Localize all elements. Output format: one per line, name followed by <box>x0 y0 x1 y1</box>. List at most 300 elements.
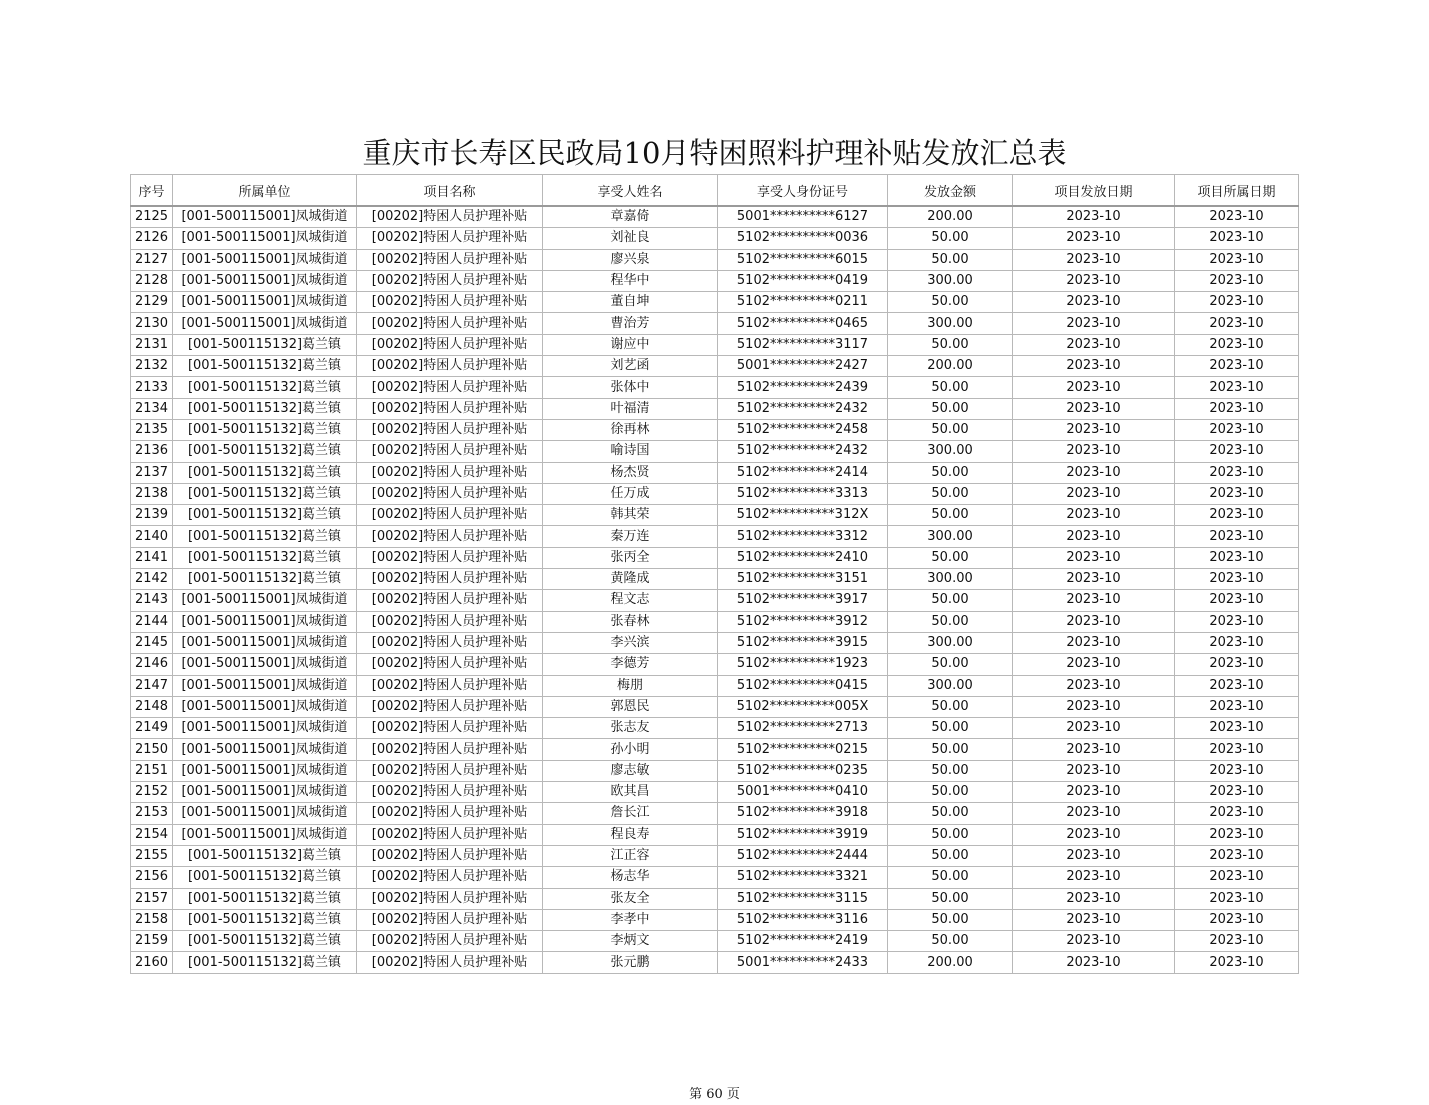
cell-id-number: 5102**********3917 <box>718 590 888 611</box>
cell-id-number: 5102**********3915 <box>718 632 888 653</box>
cell-recipient-name: 杨志华 <box>543 867 718 888</box>
cell-issue-date: 2023-10 <box>1013 313 1175 334</box>
cell-recipient-name: 徐再林 <box>543 419 718 440</box>
column-header-issue-date: 项目发放日期 <box>1013 175 1175 207</box>
table-row <box>131 462 1299 483</box>
cell-id-number: 5102**********005X <box>718 696 888 717</box>
cell-issue-date: 2023-10 <box>1013 547 1175 568</box>
table-row <box>131 292 1299 313</box>
cell-period: 2023-10 <box>1175 249 1299 270</box>
cell-index: 2140 <box>131 526 173 547</box>
cell-id-number: 5102**********3313 <box>718 483 888 504</box>
cell-period: 2023-10 <box>1175 398 1299 419</box>
cell-unit: [001-500115132]葛兰镇 <box>173 483 357 504</box>
table-row <box>131 739 1299 760</box>
cell-period: 2023-10 <box>1175 313 1299 334</box>
cell-unit: [001-500115132]葛兰镇 <box>173 931 357 952</box>
cell-period: 2023-10 <box>1175 356 1299 377</box>
cell-issue-date: 2023-10 <box>1013 228 1175 249</box>
cell-id-number: 5102**********3912 <box>718 611 888 632</box>
cell-project: [00202]特困人员护理补贴 <box>357 505 543 526</box>
cell-project: [00202]特困人员护理补贴 <box>357 782 543 803</box>
cell-issue-date: 2023-10 <box>1013 292 1175 313</box>
cell-recipient-name: 秦万连 <box>543 526 718 547</box>
cell-issue-date: 2023-10 <box>1013 249 1175 270</box>
cell-period: 2023-10 <box>1175 888 1299 909</box>
cell-unit: [001-500115132]葛兰镇 <box>173 526 357 547</box>
cell-issue-date: 2023-10 <box>1013 441 1175 462</box>
cell-issue-date: 2023-10 <box>1013 377 1175 398</box>
cell-id-number: 5102**********3117 <box>718 334 888 355</box>
cell-project: [00202]特困人员护理补贴 <box>357 313 543 334</box>
cell-amount: 50.00 <box>888 398 1013 419</box>
cell-period: 2023-10 <box>1175 419 1299 440</box>
table-row <box>131 270 1299 291</box>
cell-index: 2130 <box>131 313 173 334</box>
cell-issue-date: 2023-10 <box>1013 505 1175 526</box>
cell-period: 2023-10 <box>1175 441 1299 462</box>
cell-recipient-name: 章嘉倚 <box>543 206 718 228</box>
cell-id-number: 5102**********1923 <box>718 654 888 675</box>
cell-project: [00202]特困人员护理补贴 <box>357 803 543 824</box>
table-row <box>131 760 1299 781</box>
cell-index: 2125 <box>131 206 173 228</box>
cell-period: 2023-10 <box>1175 696 1299 717</box>
cell-recipient-name: 李兴滨 <box>543 632 718 653</box>
cell-period: 2023-10 <box>1175 611 1299 632</box>
cell-issue-date: 2023-10 <box>1013 483 1175 504</box>
cell-index: 2151 <box>131 760 173 781</box>
cell-issue-date: 2023-10 <box>1013 696 1175 717</box>
cell-recipient-name: 张体中 <box>543 377 718 398</box>
cell-id-number: 5001**********0410 <box>718 782 888 803</box>
cell-period: 2023-10 <box>1175 931 1299 952</box>
cell-index: 2138 <box>131 483 173 504</box>
column-header-amount: 发放金额 <box>888 175 1013 207</box>
table-row <box>131 569 1299 590</box>
table-row <box>131 377 1299 398</box>
cell-recipient-name: 张志友 <box>543 718 718 739</box>
cell-index: 2128 <box>131 270 173 291</box>
cell-period: 2023-10 <box>1175 483 1299 504</box>
cell-amount: 300.00 <box>888 569 1013 590</box>
cell-id-number: 5102**********3321 <box>718 867 888 888</box>
cell-id-number: 5102**********0419 <box>718 270 888 291</box>
table-row <box>131 547 1299 568</box>
table-row <box>131 441 1299 462</box>
cell-unit: [001-500115001]凤城街道 <box>173 782 357 803</box>
table-row <box>131 313 1299 334</box>
table-row <box>131 888 1299 909</box>
table-header <box>131 175 1299 207</box>
cell-issue-date: 2023-10 <box>1013 569 1175 590</box>
column-header-recipient-name: 享受人姓名 <box>543 175 718 207</box>
cell-project: [00202]特困人员护理补贴 <box>357 334 543 355</box>
cell-issue-date: 2023-10 <box>1013 782 1175 803</box>
cell-unit: [001-500115001]凤城街道 <box>173 611 357 632</box>
cell-index: 2159 <box>131 931 173 952</box>
cell-index: 2131 <box>131 334 173 355</box>
cell-project: [00202]特困人员护理补贴 <box>357 590 543 611</box>
cell-project: [00202]特困人员护理补贴 <box>357 867 543 888</box>
cell-recipient-name: 李孝中 <box>543 909 718 930</box>
cell-index: 2136 <box>131 441 173 462</box>
cell-period: 2023-10 <box>1175 718 1299 739</box>
cell-id-number: 5102**********6015 <box>718 249 888 270</box>
cell-issue-date: 2023-10 <box>1013 419 1175 440</box>
cell-id-number: 5102**********0465 <box>718 313 888 334</box>
cell-recipient-name: 江正容 <box>543 845 718 866</box>
cell-period: 2023-10 <box>1175 739 1299 760</box>
cell-project: [00202]特困人员护理补贴 <box>357 292 543 313</box>
table-row <box>131 419 1299 440</box>
cell-id-number: 5102**********3151 <box>718 569 888 590</box>
cell-unit: [001-500115001]凤城街道 <box>173 292 357 313</box>
cell-amount: 50.00 <box>888 782 1013 803</box>
cell-issue-date: 2023-10 <box>1013 654 1175 675</box>
table-row <box>131 632 1299 653</box>
cell-unit: [001-500115001]凤城街道 <box>173 228 357 249</box>
cell-project: [00202]特困人员护理补贴 <box>357 675 543 696</box>
cell-recipient-name: 喻诗国 <box>543 441 718 462</box>
cell-period: 2023-10 <box>1175 228 1299 249</box>
cell-issue-date: 2023-10 <box>1013 718 1175 739</box>
cell-index: 2129 <box>131 292 173 313</box>
cell-unit: [001-500115001]凤城街道 <box>173 696 357 717</box>
table-row <box>131 590 1299 611</box>
cell-period: 2023-10 <box>1175 505 1299 526</box>
cell-period: 2023-10 <box>1175 270 1299 291</box>
cell-recipient-name: 廖志敏 <box>543 760 718 781</box>
cell-recipient-name: 欧其昌 <box>543 782 718 803</box>
cell-period: 2023-10 <box>1175 377 1299 398</box>
cell-index: 2154 <box>131 824 173 845</box>
cell-period: 2023-10 <box>1175 590 1299 611</box>
cell-recipient-name: 韩其荣 <box>543 505 718 526</box>
cell-index: 2132 <box>131 356 173 377</box>
cell-project: [00202]特困人员护理补贴 <box>357 462 543 483</box>
cell-recipient-name: 孙小明 <box>543 739 718 760</box>
cell-index: 2150 <box>131 739 173 760</box>
cell-period: 2023-10 <box>1175 845 1299 866</box>
cell-id-number: 5102**********0415 <box>718 675 888 696</box>
table-row <box>131 718 1299 739</box>
column-header-unit: 所属单位 <box>173 175 357 207</box>
cell-issue-date: 2023-10 <box>1013 867 1175 888</box>
table-row <box>131 931 1299 952</box>
table-row <box>131 867 1299 888</box>
cell-project: [00202]特困人员护理补贴 <box>357 824 543 845</box>
cell-recipient-name: 曹治芳 <box>543 313 718 334</box>
cell-recipient-name: 谢应中 <box>543 334 718 355</box>
cell-amount: 50.00 <box>888 292 1013 313</box>
cell-amount: 50.00 <box>888 505 1013 526</box>
cell-index: 2153 <box>131 803 173 824</box>
cell-period: 2023-10 <box>1175 206 1299 228</box>
cell-amount: 50.00 <box>888 483 1013 504</box>
table-body <box>131 206 1299 973</box>
cell-amount: 50.00 <box>888 845 1013 866</box>
column-header-index: 序号 <box>131 175 173 207</box>
cell-issue-date: 2023-10 <box>1013 356 1175 377</box>
cell-id-number: 5102**********2432 <box>718 441 888 462</box>
cell-amount: 50.00 <box>888 760 1013 781</box>
cell-unit: [001-500115001]凤城街道 <box>173 803 357 824</box>
cell-issue-date: 2023-10 <box>1013 398 1175 419</box>
cell-index: 2144 <box>131 611 173 632</box>
cell-amount: 50.00 <box>888 803 1013 824</box>
cell-index: 2142 <box>131 569 173 590</box>
table-row <box>131 526 1299 547</box>
cell-issue-date: 2023-10 <box>1013 909 1175 930</box>
column-header-id-number: 享受人身份证号 <box>718 175 888 207</box>
column-header-project: 项目名称 <box>357 175 543 207</box>
cell-unit: [001-500115132]葛兰镇 <box>173 356 357 377</box>
cell-issue-date: 2023-10 <box>1013 803 1175 824</box>
cell-index: 2137 <box>131 462 173 483</box>
cell-amount: 50.00 <box>888 654 1013 675</box>
cell-project: [00202]特困人员护理补贴 <box>357 718 543 739</box>
cell-project: [00202]特困人员护理补贴 <box>357 483 543 504</box>
cell-project: [00202]特困人员护理补贴 <box>357 760 543 781</box>
cell-index: 2134 <box>131 398 173 419</box>
cell-amount: 50.00 <box>888 547 1013 568</box>
cell-unit: [001-500115132]葛兰镇 <box>173 334 357 355</box>
cell-id-number: 5102**********3116 <box>718 909 888 930</box>
cell-index: 2156 <box>131 867 173 888</box>
table-row <box>131 782 1299 803</box>
cell-index: 2133 <box>131 377 173 398</box>
cell-id-number: 5102**********3115 <box>718 888 888 909</box>
cell-recipient-name: 李炳文 <box>543 931 718 952</box>
cell-recipient-name: 程良寿 <box>543 824 718 845</box>
cell-unit: [001-500115132]葛兰镇 <box>173 505 357 526</box>
cell-issue-date: 2023-10 <box>1013 590 1175 611</box>
table-row <box>131 206 1299 228</box>
cell-index: 2127 <box>131 249 173 270</box>
cell-recipient-name: 刘祉良 <box>543 228 718 249</box>
cell-amount: 50.00 <box>888 228 1013 249</box>
cell-index: 2157 <box>131 888 173 909</box>
cell-recipient-name: 梅朋 <box>543 675 718 696</box>
cell-period: 2023-10 <box>1175 782 1299 803</box>
cell-period: 2023-10 <box>1175 334 1299 355</box>
cell-unit: [001-500115132]葛兰镇 <box>173 909 357 930</box>
cell-unit: [001-500115132]葛兰镇 <box>173 845 357 866</box>
cell-issue-date: 2023-10 <box>1013 462 1175 483</box>
cell-issue-date: 2023-10 <box>1013 888 1175 909</box>
table-row <box>131 611 1299 632</box>
cell-unit: [001-500115001]凤城街道 <box>173 654 357 675</box>
cell-amount: 50.00 <box>888 824 1013 845</box>
table-row <box>131 909 1299 930</box>
cell-project: [00202]特困人员护理补贴 <box>357 632 543 653</box>
cell-unit: [001-500115132]葛兰镇 <box>173 462 357 483</box>
cell-id-number: 5102**********2439 <box>718 377 888 398</box>
cell-recipient-name: 郭恩民 <box>543 696 718 717</box>
cell-index: 2148 <box>131 696 173 717</box>
cell-amount: 50.00 <box>888 909 1013 930</box>
cell-unit: [001-500115001]凤城街道 <box>173 206 357 228</box>
table-row <box>131 845 1299 866</box>
cell-project: [00202]特困人员护理补贴 <box>357 611 543 632</box>
table-row <box>131 398 1299 419</box>
cell-project: [00202]特困人员护理补贴 <box>357 377 543 398</box>
cell-period: 2023-10 <box>1175 952 1299 973</box>
cell-project: [00202]特困人员护理补贴 <box>357 249 543 270</box>
cell-period: 2023-10 <box>1175 760 1299 781</box>
cell-amount: 50.00 <box>888 867 1013 888</box>
cell-unit: [001-500115132]葛兰镇 <box>173 888 357 909</box>
cell-issue-date: 2023-10 <box>1013 632 1175 653</box>
cell-amount: 300.00 <box>888 632 1013 653</box>
cell-period: 2023-10 <box>1175 824 1299 845</box>
page-number: 第 60 页 <box>689 1087 740 1102</box>
cell-id-number: 5102**********312X <box>718 505 888 526</box>
cell-recipient-name: 黄隆成 <box>543 569 718 590</box>
cell-recipient-name: 张丙全 <box>543 547 718 568</box>
cell-unit: [001-500115001]凤城街道 <box>173 739 357 760</box>
cell-amount: 50.00 <box>888 611 1013 632</box>
cell-recipient-name: 任万成 <box>543 483 718 504</box>
cell-period: 2023-10 <box>1175 803 1299 824</box>
cell-recipient-name: 叶福清 <box>543 398 718 419</box>
cell-amount: 50.00 <box>888 739 1013 760</box>
cell-amount: 50.00 <box>888 718 1013 739</box>
cell-issue-date: 2023-10 <box>1013 675 1175 696</box>
cell-recipient-name: 廖兴泉 <box>543 249 718 270</box>
cell-issue-date: 2023-10 <box>1013 760 1175 781</box>
cell-project: [00202]特困人员护理补贴 <box>357 206 543 228</box>
cell-id-number: 5001**********6127 <box>718 206 888 228</box>
header-row <box>131 175 1299 207</box>
table-row <box>131 654 1299 675</box>
cell-period: 2023-10 <box>1175 547 1299 568</box>
cell-unit: [001-500115001]凤城街道 <box>173 632 357 653</box>
cell-project: [00202]特困人员护理补贴 <box>357 441 543 462</box>
cell-project: [00202]特困人员护理补贴 <box>357 526 543 547</box>
cell-project: [00202]特困人员护理补贴 <box>357 419 543 440</box>
cell-amount: 300.00 <box>888 526 1013 547</box>
cell-project: [00202]特困人员护理补贴 <box>357 952 543 973</box>
cell-project: [00202]特困人员护理补贴 <box>357 270 543 291</box>
table-row <box>131 356 1299 377</box>
cell-amount: 50.00 <box>888 931 1013 952</box>
cell-unit: [001-500115001]凤城街道 <box>173 718 357 739</box>
subsidy-table <box>130 174 1299 974</box>
cell-period: 2023-10 <box>1175 292 1299 313</box>
cell-period: 2023-10 <box>1175 654 1299 675</box>
cell-index: 2152 <box>131 782 173 803</box>
cell-project: [00202]特困人员护理补贴 <box>357 569 543 590</box>
table-row <box>131 803 1299 824</box>
cell-recipient-name: 詹长江 <box>543 803 718 824</box>
cell-unit: [001-500115132]葛兰镇 <box>173 569 357 590</box>
cell-unit: [001-500115132]葛兰镇 <box>173 952 357 973</box>
cell-amount: 50.00 <box>888 419 1013 440</box>
cell-index: 2139 <box>131 505 173 526</box>
cell-recipient-name: 张元鹏 <box>543 952 718 973</box>
table-row <box>131 228 1299 249</box>
cell-amount: 50.00 <box>888 334 1013 355</box>
cell-issue-date: 2023-10 <box>1013 739 1175 760</box>
cell-id-number: 5102**********3312 <box>718 526 888 547</box>
cell-amount: 50.00 <box>888 590 1013 611</box>
table-row <box>131 675 1299 696</box>
cell-issue-date: 2023-10 <box>1013 334 1175 355</box>
cell-recipient-name: 刘艺函 <box>543 356 718 377</box>
cell-project: [00202]特困人员护理补贴 <box>357 398 543 419</box>
table-row <box>131 483 1299 504</box>
cell-recipient-name: 程华中 <box>543 270 718 291</box>
cell-unit: [001-500115001]凤城街道 <box>173 760 357 781</box>
cell-project: [00202]特困人员护理补贴 <box>357 931 543 952</box>
cell-amount: 200.00 <box>888 356 1013 377</box>
cell-recipient-name: 李德芳 <box>543 654 718 675</box>
cell-unit: [001-500115132]葛兰镇 <box>173 867 357 888</box>
cell-recipient-name: 董自坤 <box>543 292 718 313</box>
cell-amount: 50.00 <box>888 249 1013 270</box>
cell-unit: [001-500115001]凤城街道 <box>173 675 357 696</box>
cell-index: 2141 <box>131 547 173 568</box>
page-title: 重庆市长寿区民政局10月特困照料护理补贴发放汇总表 <box>362 136 1067 170</box>
cell-issue-date: 2023-10 <box>1013 931 1175 952</box>
cell-issue-date: 2023-10 <box>1013 526 1175 547</box>
cell-period: 2023-10 <box>1175 462 1299 483</box>
cell-id-number: 5102**********0036 <box>718 228 888 249</box>
cell-id-number: 5102**********0235 <box>718 760 888 781</box>
cell-project: [00202]特困人员护理补贴 <box>357 739 543 760</box>
table-row <box>131 505 1299 526</box>
table-row <box>131 249 1299 270</box>
cell-project: [00202]特困人员护理补贴 <box>357 228 543 249</box>
column-header-period: 项目所属日期 <box>1175 175 1299 207</box>
table-row <box>131 952 1299 973</box>
cell-index: 2146 <box>131 654 173 675</box>
cell-period: 2023-10 <box>1175 526 1299 547</box>
cell-amount: 300.00 <box>888 441 1013 462</box>
cell-issue-date: 2023-10 <box>1013 206 1175 228</box>
cell-unit: [001-500115132]葛兰镇 <box>173 441 357 462</box>
cell-unit: [001-500115132]葛兰镇 <box>173 419 357 440</box>
cell-issue-date: 2023-10 <box>1013 952 1175 973</box>
cell-unit: [001-500115132]葛兰镇 <box>173 398 357 419</box>
cell-project: [00202]特困人员护理补贴 <box>357 909 543 930</box>
cell-project: [00202]特困人员护理补贴 <box>357 888 543 909</box>
cell-project: [00202]特困人员护理补贴 <box>357 547 543 568</box>
cell-project: [00202]特困人员护理补贴 <box>357 845 543 866</box>
cell-index: 2126 <box>131 228 173 249</box>
cell-issue-date: 2023-10 <box>1013 270 1175 291</box>
cell-amount: 50.00 <box>888 888 1013 909</box>
cell-index: 2143 <box>131 590 173 611</box>
cell-id-number: 5102**********0211 <box>718 292 888 313</box>
cell-recipient-name: 张春林 <box>543 611 718 632</box>
cell-amount: 200.00 <box>888 206 1013 228</box>
cell-id-number: 5102**********2444 <box>718 845 888 866</box>
cell-unit: [001-500115001]凤城街道 <box>173 824 357 845</box>
cell-project: [00202]特困人员护理补贴 <box>357 696 543 717</box>
cell-id-number: 5102**********2414 <box>718 462 888 483</box>
cell-amount: 300.00 <box>888 675 1013 696</box>
cell-unit: [001-500115132]葛兰镇 <box>173 377 357 398</box>
cell-project: [00202]特困人员护理补贴 <box>357 654 543 675</box>
cell-unit: [001-500115001]凤城街道 <box>173 590 357 611</box>
cell-amount: 200.00 <box>888 952 1013 973</box>
cell-amount: 50.00 <box>888 377 1013 398</box>
cell-index: 2149 <box>131 718 173 739</box>
table-row <box>131 334 1299 355</box>
